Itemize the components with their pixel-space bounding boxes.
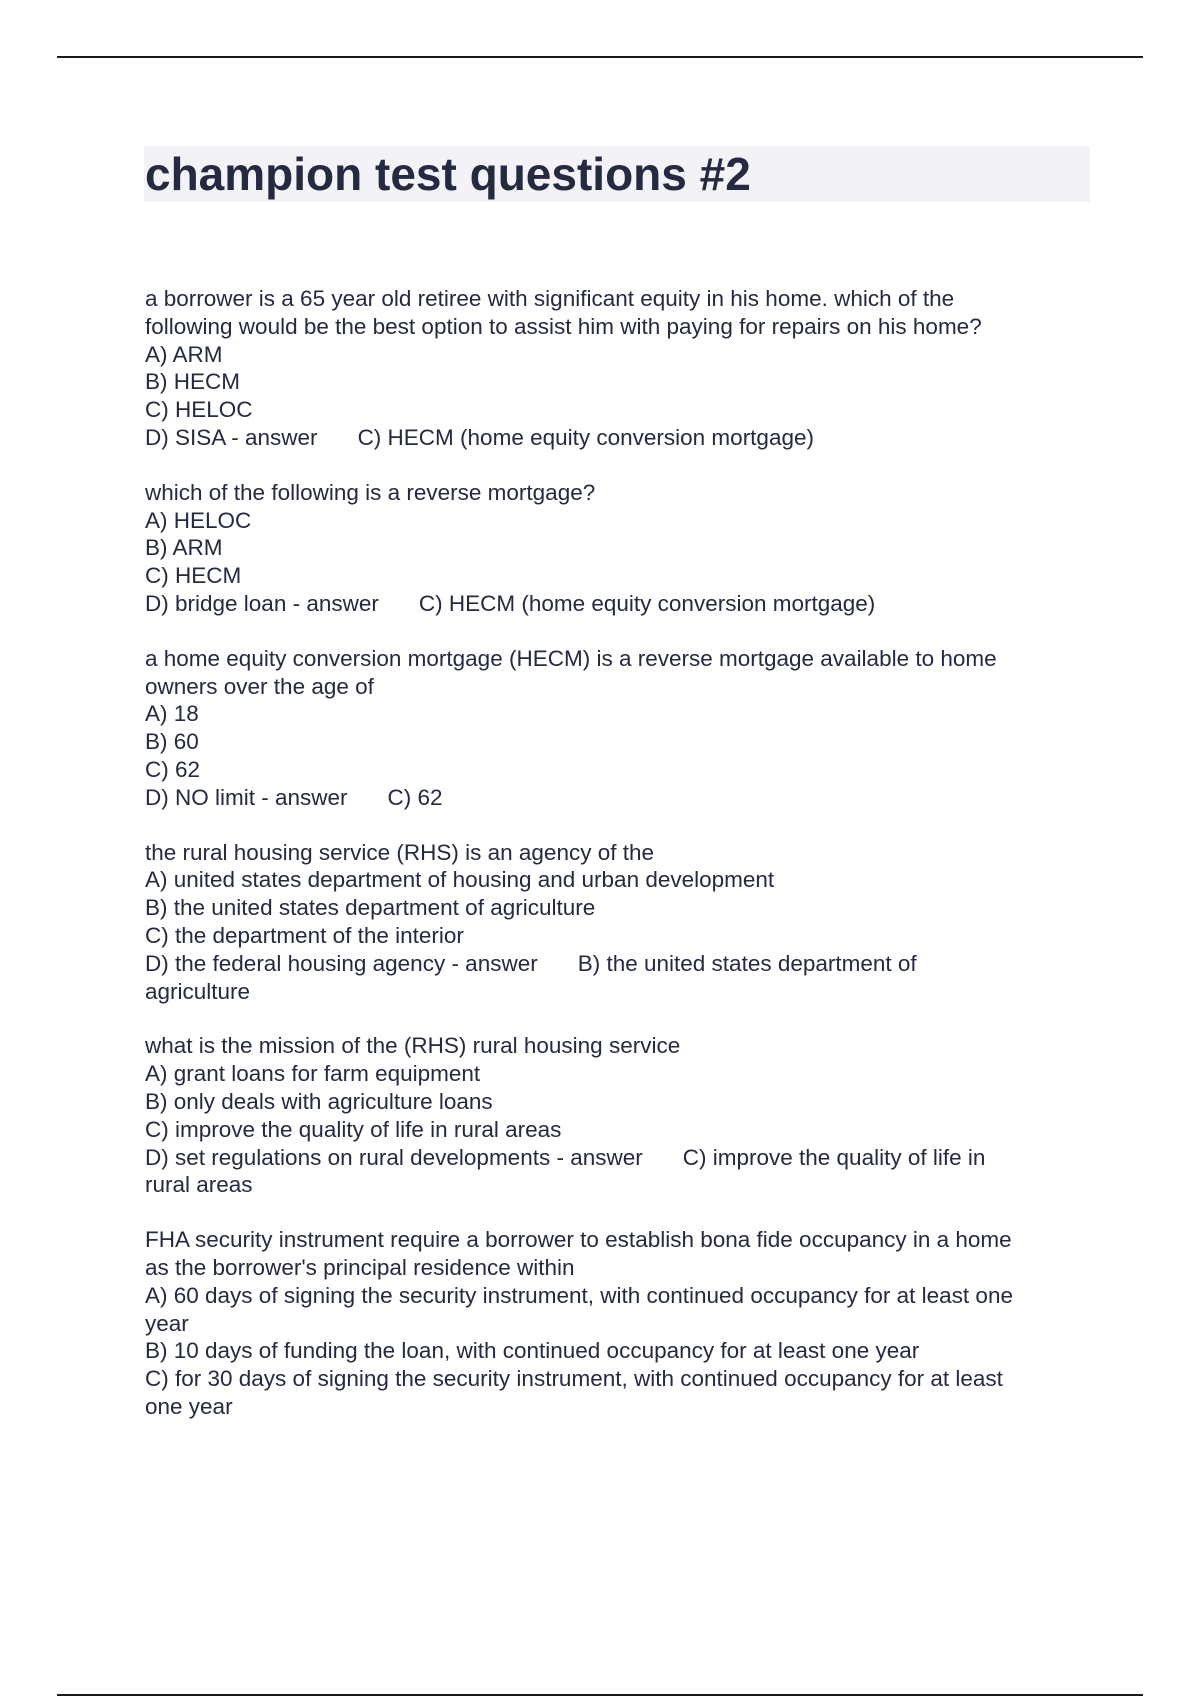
correct-answer: C) HECM (home equity conversion mortgage) bbox=[418, 590, 876, 616]
answer-option: C) HECM bbox=[145, 562, 1091, 590]
answer-line bbox=[145, 784, 1091, 812]
answer-option: B) only deals with agriculture loans bbox=[145, 1088, 1091, 1116]
answer-line bbox=[145, 1144, 1091, 1172]
answer-line bbox=[145, 950, 1091, 978]
answer-option: C) 62 bbox=[145, 756, 1091, 784]
correct-answer: B) the united states department of bbox=[577, 950, 917, 976]
answer-option: A) united states department of housing and urban development bbox=[145, 866, 1091, 894]
last-option: D) bridge loan - answer bbox=[145, 590, 379, 616]
question-block bbox=[145, 1032, 1091, 1199]
answer-option: C) HELOC bbox=[145, 396, 1091, 424]
question-prompt-line: FHA security instrument require a borrower to establish bona fide occupancy in a home bbox=[145, 1226, 1091, 1254]
answer-option: A) 18 bbox=[145, 700, 1091, 728]
question-prompt-line: which of the following is a reverse mortgage? bbox=[145, 479, 1091, 507]
answer-option: C) for 30 days of signing the security instrument, with continued occupancy for at least bbox=[145, 1365, 1091, 1393]
answer-option: B) HECM bbox=[145, 368, 1091, 396]
answer-option: A) 60 days of signing the security instrument, with continued occupancy for at least one bbox=[145, 1282, 1091, 1310]
question-prompt-line: owners over the age of bbox=[145, 673, 1091, 701]
question-block bbox=[145, 1226, 1091, 1421]
answer-line bbox=[145, 590, 1091, 618]
answer-option: A) grant loans for farm equipment bbox=[145, 1060, 1091, 1088]
question-list bbox=[145, 285, 1091, 1448]
question-prompt-line: a borrower is a 65 year old retiree with significant equity in his home. which of the bbox=[145, 285, 1091, 313]
question-prompt-line: following would be the best option to assist him with paying for repairs on his home? bbox=[145, 313, 1091, 341]
answer-option: B) the united states department of agriculture bbox=[145, 894, 1091, 922]
question-block bbox=[145, 285, 1091, 452]
top-rule bbox=[57, 56, 1143, 58]
answer-line bbox=[145, 424, 1091, 452]
correct-answer-continuation: rural areas bbox=[145, 1171, 1091, 1199]
correct-answer: C) 62 bbox=[387, 784, 443, 810]
answer-option: C) the department of the interior bbox=[145, 922, 1091, 950]
question-prompt-line: the rural housing service (RHS) is an agency of the bbox=[145, 839, 1091, 867]
last-option: D) SISA - answer bbox=[145, 424, 318, 450]
question-prompt-line: as the borrower's principal residence within bbox=[145, 1254, 1091, 1282]
correct-answer: C) improve the quality of life in bbox=[682, 1144, 986, 1170]
last-option: D) set regulations on rural developments - answer bbox=[145, 1144, 643, 1170]
answer-option: year bbox=[145, 1310, 1091, 1338]
correct-answer: C) HECM (home equity conversion mortgage) bbox=[357, 424, 814, 450]
last-option: D) NO limit - answer bbox=[145, 784, 348, 810]
answer-option: B) 60 bbox=[145, 728, 1091, 756]
question-prompt-line: a home equity conversion mortgage (HECM) is a reverse mortgage available to home bbox=[145, 645, 1091, 673]
question-block bbox=[145, 645, 1091, 812]
answer-option: A) HELOC bbox=[145, 507, 1091, 535]
correct-answer-continuation: agriculture bbox=[145, 978, 1091, 1006]
question-prompt-line: what is the mission of the (RHS) rural housing service bbox=[145, 1032, 1091, 1060]
last-option: D) the federal housing agency - answer bbox=[145, 950, 538, 976]
question-block bbox=[145, 839, 1091, 1006]
page-title: champion test questions #2 bbox=[145, 148, 751, 200]
answer-option: one year bbox=[145, 1393, 1091, 1421]
question-block bbox=[145, 479, 1091, 618]
answer-option: C) improve the quality of life in rural areas bbox=[145, 1116, 1091, 1144]
answer-option: B) ARM bbox=[145, 534, 1091, 562]
answer-option: B) 10 days of funding the loan, with continued occupancy for at least one year bbox=[145, 1337, 1091, 1365]
answer-option: A) ARM bbox=[145, 341, 1091, 369]
bottom-rule bbox=[57, 1694, 1143, 1696]
